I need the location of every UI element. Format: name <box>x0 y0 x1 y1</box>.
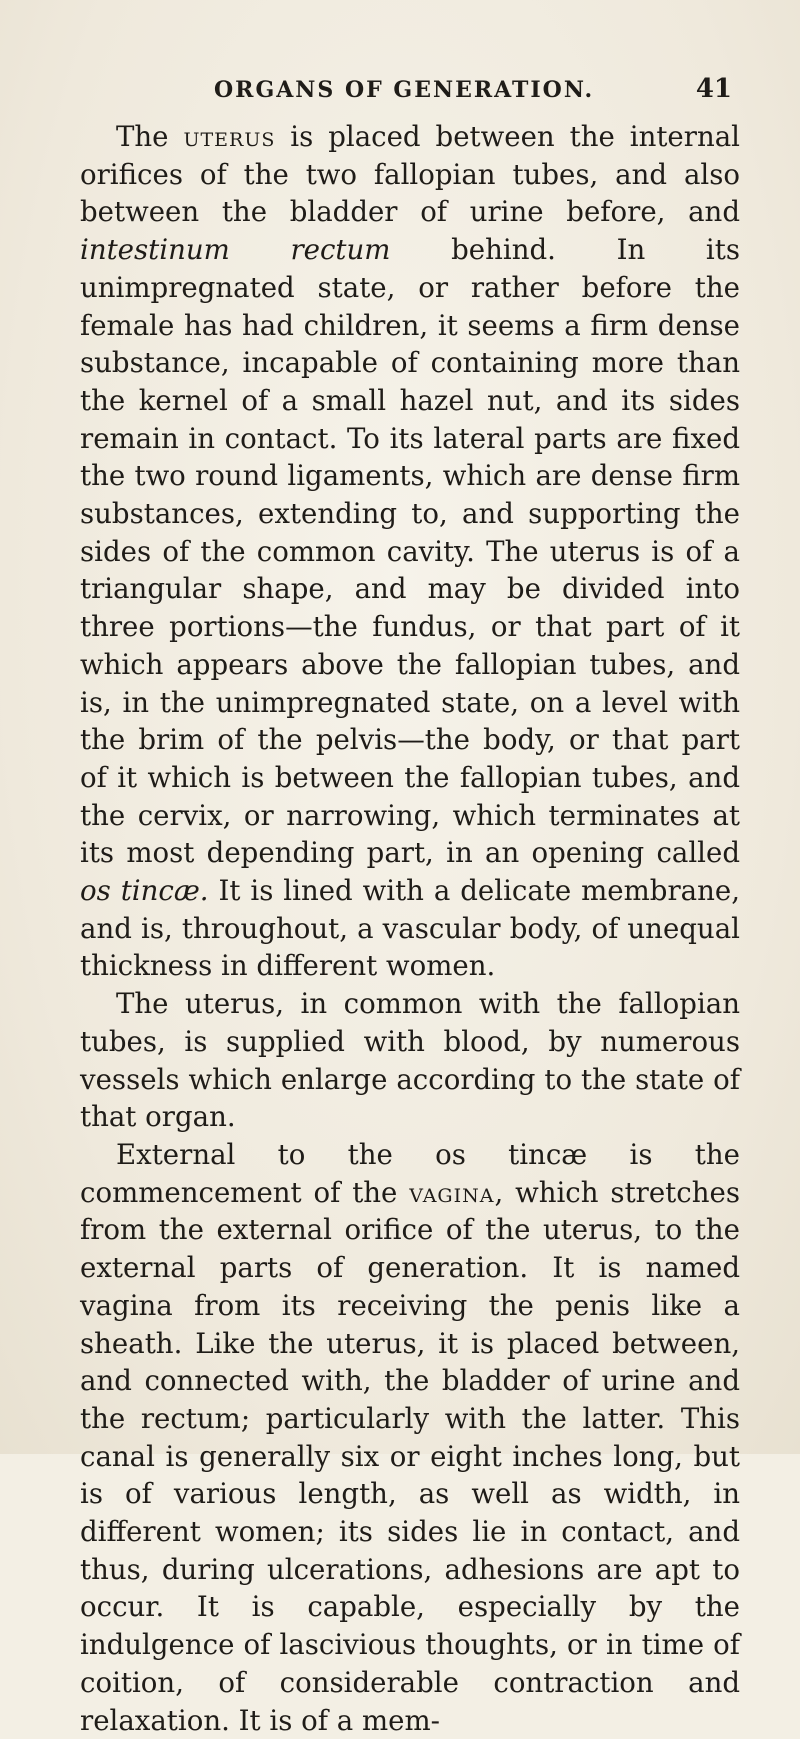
running-head <box>214 74 732 118</box>
text-run: is placed between the internal orifices of the two fallopian tubes, and also between the bladder of urine before, and <box>80 120 740 229</box>
text-run: , which stretches from the external orifice of the uterus, to the external parts of generation. It is named vagina from its receiving the penis like a sheath. Like the uterus, it is placed between, and connected with, the bladder of urine and the rectum; particularly with the latter. This canal is generally six or eight inches long, but is of various length, as well as width, in different women; its sides lie in contact, and thus, during ulcerations, adhesions are apt to occur. It is capable, especially by the indulgence of lascivious thoughts, or in time of coition, of considerable contraction and relaxation. It is of a mem- <box>80 1175 740 1737</box>
term-uterus: uterus <box>183 120 276 153</box>
term-vagina: vagina <box>409 1175 495 1209</box>
running-title: ORGANS OF GENERATION. <box>214 77 595 103</box>
term-intestinum-rectum: intestinum rectum <box>80 233 391 267</box>
text-run: External to the os tincæ is the commencement of the <box>80 1137 740 1209</box>
text-run: The uterus, in common with the fallopian tubes, is supplied with blood, by numerous vessels which enlarge according to the state of that organ. <box>80 987 740 1134</box>
body-text <box>80 118 740 1739</box>
paragraph <box>80 985 740 1136</box>
text-run: behind. In its unimpregnated state, or rather before the female has had children, it seems a firm dense substance, incapable of containing more than the kernel of a small hazel nut, and its sides remain in contact. To its lateral parts are fixed the two round ligaments, which are dense firm substances, extending to, and supporting the sides of the common cavity. The uterus is of a triangular shape, and may be divided into three portions—the fundus, or that part of it which appears above the fallopian tubes, and is, in the unimpregnated state, on a level with the brim of the pelvis—the body, or that part of it which is between the fallopian tubes, and the cervix, or narrowing, which terminates at its most depending part, in an opening called <box>80 233 740 870</box>
text-run: It is lined with a delicate membrane, and is, throughout, a vascular body, of unequal thickness in different women. <box>80 874 740 983</box>
paragraph <box>80 1136 740 1739</box>
text-run: The <box>116 120 184 153</box>
term-os-tincae: os tincæ. <box>80 874 209 908</box>
page-number: 41 <box>695 74 732 104</box>
paragraph <box>80 118 740 985</box>
